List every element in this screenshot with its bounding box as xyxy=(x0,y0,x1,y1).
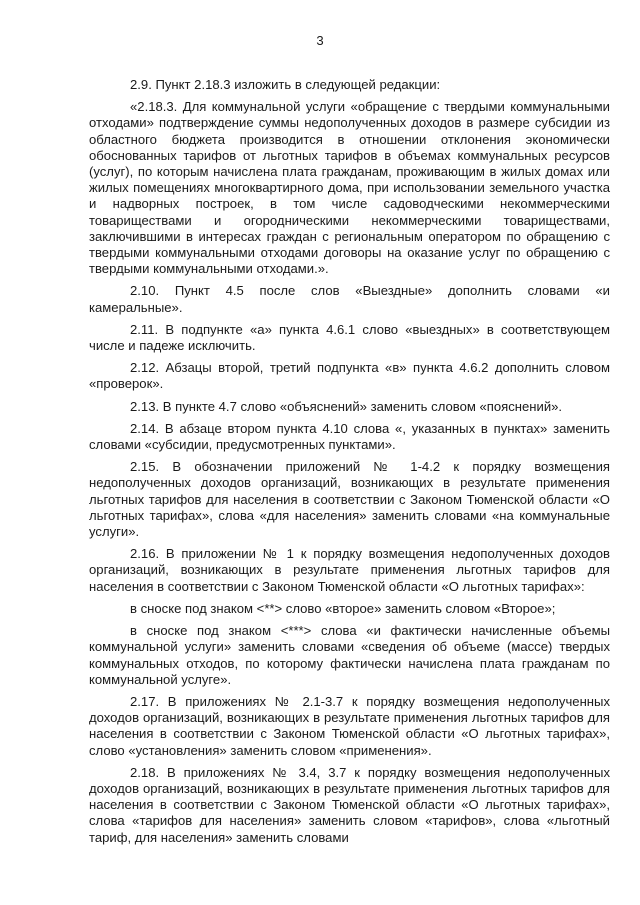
paragraph-2-14: 2.14. В абзаце втором пункта 4.10 слова «, указанных в пунктах» заменить словами «субсидии, предусмотренных пунктами». xyxy=(89,420,610,453)
paragraph-footnote-double-star: в сноске под знаком <**> слово «второе» заменить словом «Второе»; xyxy=(130,600,556,616)
paragraph-2-16: 2.16. В приложении № 1 к порядку возмещения недополученных доходов организаций, возникающих в результате применения льготных тарифов для населения в соответствии с Законом Тюменской области «О льготных тарифах»: xyxy=(89,546,610,594)
paragraph-2-10: 2.10. Пункт 4.5 после слов «Выездные» дополнить словами «и камеральные». xyxy=(89,283,610,315)
page-number: 3 xyxy=(316,33,324,48)
paragraph-2-15: 2.15. В обозначении приложений № 1-4.2 к порядку возмещения недополученных доходов организаций, возникающих в результате применения льготных тарифов для населения в соответствии с Законом Тюменской области «О льготных тарифах», слова «для населения» заменить словами «на коммунальные услуги». xyxy=(89,459,610,540)
paragraph-2-9: 2.9. Пункт 2.18.3 изложить в следующей редакции: xyxy=(130,77,441,92)
paragraph-2-18: 2.18. В приложениях № 3.4, 3.7 к порядку возмещения недополученных доходов организаций, возникающих в результате применения льготных тарифов для населения в соответствии с Законом Тюменской области «О льготных тарифах», слова «тарифов для населения» заменить словом «тарифов», слова «льготный тариф, для населения» заменить словами xyxy=(89,764,610,845)
document-body xyxy=(89,77,610,852)
paragraph-2-18-3-quote: «2.18.3. Для коммунальной услуги «обращение с твердыми коммунальными отходами» подтверждение суммы недополученных доходов в размере субсидии из областного бюджета производится в отношении отклонения экономически обоснованных тарифов от льготных тарифов в объемах коммунальных ресурсов (услуг), по которым начислена плата гражданам, проживающим в жилых домах или жилых помещениях многоквартирного дома, при использовании земельного участка и надворных построек, в том числе садоводческими некоммерческими товариществами и огородническими некоммерческими товариществами, заключившими в интересах граждан с региональным оператором по обращению с твердыми коммунальными отходами договоры на оказание услуг по обращению с твердыми коммунальными отходами.». xyxy=(89,99,610,277)
paragraph-2-13: 2.13. В пункте 4.7 слово «объяснений» заменить словом «пояснений». xyxy=(130,398,563,414)
paragraph-2-11: 2.11. В подпункте «а» пункта 4.6.1 слово «выездных» в соответствующем числе и падеже исключить. xyxy=(89,321,610,354)
paragraph-footnote-triple-star: в сноске под знаком <***> слова «и фактически начисленные объемы коммунальной услуги» заменить словами «сведения об объеме (массе) твердых коммунальных отходов, по которому фактически начислена плата гражданам по коммунальной услуге». xyxy=(89,623,610,687)
paragraph-2-17: 2.17. В приложениях № 2.1-3.7 к порядку возмещения недополученных доходов организаций, возникающих в результате применения льготных тарифов для населения в соответствии с Законом Тюменской области «О льготных тарифах», слово «установления» заменить словом «применения». xyxy=(89,693,610,758)
paragraph-2-12: 2.12. Абзацы второй, третий подпункта «в» пункта 4.6.2 дополнить словом «проверок». xyxy=(89,360,610,392)
